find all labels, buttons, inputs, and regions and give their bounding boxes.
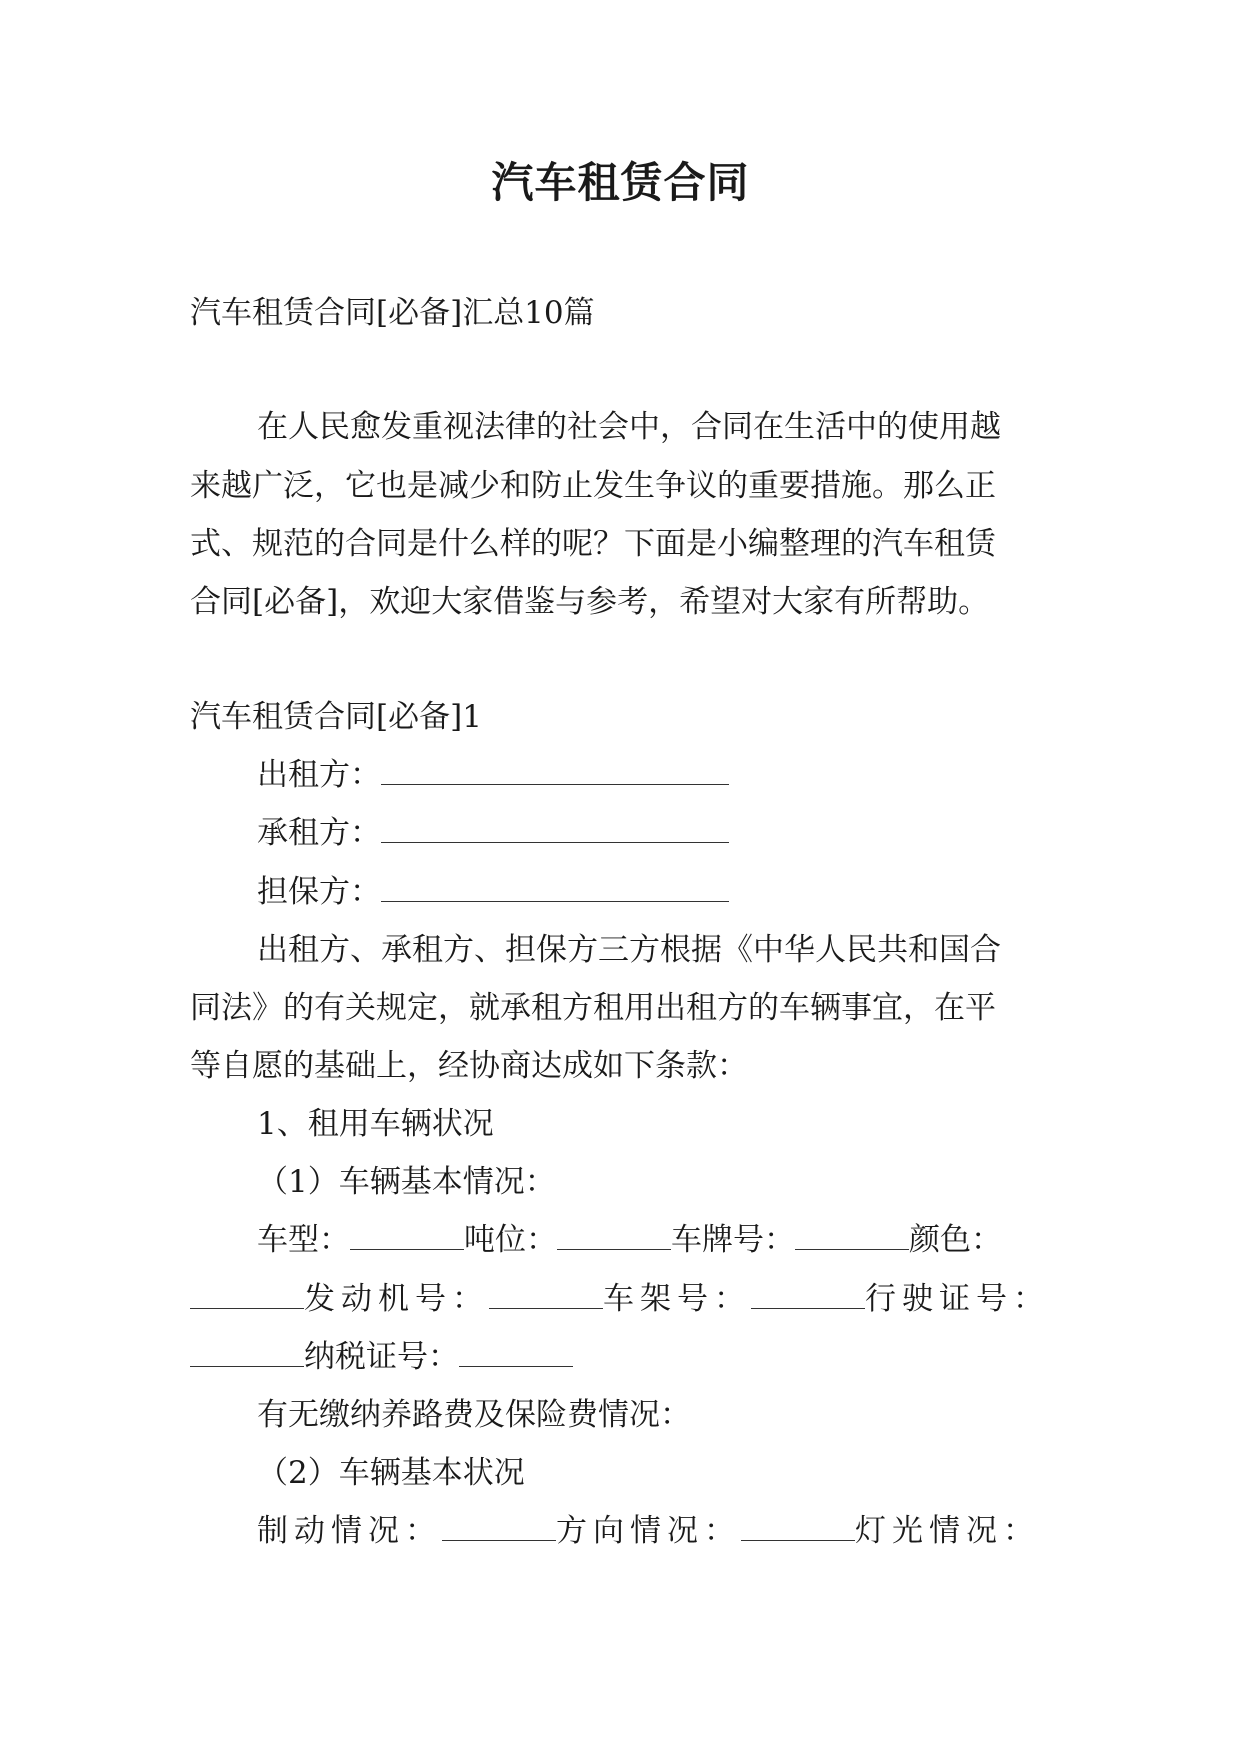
preamble-line-2: 同法》的有关规定，就承租方租用出租方的车辆事宜，在平 [190, 990, 996, 1026]
intro-line-3: 式、规范的合同是什么样的呢？下面是小编整理的汽车租赁 [190, 526, 996, 562]
guarantor-row [257, 872, 729, 912]
steering-label: 方向情况： [556, 1513, 741, 1549]
intro-line-1: 在人民愈发重视法律的社会中，合同在生活中的使用越 [257, 409, 1001, 445]
sub-2-heading: （2）车辆基本状况 [257, 1455, 525, 1491]
frame-blank [751, 1282, 865, 1309]
lessee-blank [381, 816, 729, 843]
vehicle-fields-row-3 [190, 1337, 573, 1377]
license-label: 行驶证号： [865, 1281, 1050, 1317]
engine-blank [489, 1282, 603, 1309]
guarantor-label: 担保方： [257, 874, 381, 910]
lessee-row [257, 813, 729, 853]
lessee-label: 承租方： [257, 815, 381, 851]
color-label: 颜色： [909, 1222, 1002, 1258]
brake-label: 制动情况： [257, 1513, 442, 1549]
preamble-line-1: 出租方、承租方、担保方三方根据《中华人民共和国合 [257, 932, 1001, 968]
model-label: 车型： [257, 1222, 350, 1258]
clause-1-heading: 1、租用车辆状况 [257, 1106, 494, 1142]
vehicle-fields-row-1 [257, 1220, 1002, 1260]
plate-label: 车牌号： [671, 1222, 795, 1258]
document-subtitle: 汽车租赁合同[必备]汇总10篇 [190, 295, 595, 331]
sub-1-heading: （1）车辆基本情况： [257, 1164, 556, 1200]
section-heading: 汽车租赁合同[必备]1 [190, 699, 482, 735]
intro-line-4: 合同[必备]，欢迎大家借鉴与参考，希望对大家有所帮助。 [190, 584, 990, 620]
vehicle-fields-row-2 [190, 1279, 1050, 1319]
tax-blank [459, 1340, 573, 1367]
color-blank [190, 1282, 304, 1309]
intro-line-2: 来越广泛，它也是减少和防止发生争议的重要措施。那么正 [190, 468, 996, 504]
document-title: 汽车租赁合同 [491, 158, 750, 207]
lights-label: 灯光情况： [855, 1513, 1040, 1549]
brake-blank [442, 1514, 556, 1541]
lessor-blank [381, 758, 729, 785]
tax-label: 纳税证号： [304, 1339, 459, 1375]
fees-line: 有无缴纳养路费及保险费情况： [257, 1397, 691, 1433]
plate-blank [795, 1223, 909, 1250]
license-blank [190, 1340, 304, 1367]
tonnage-blank [557, 1223, 671, 1250]
model-blank [350, 1223, 464, 1250]
tonnage-label: 吨位： [464, 1222, 557, 1258]
steering-blank [741, 1514, 855, 1541]
engine-label: 发动机号： [304, 1281, 489, 1317]
guarantor-blank [381, 875, 729, 902]
vehicle-status-row [257, 1511, 1040, 1551]
frame-label: 车架号： [603, 1281, 751, 1317]
lessor-row [257, 755, 729, 795]
lessor-label: 出租方： [257, 757, 381, 793]
preamble-line-3: 等自愿的基础上，经协商达成如下条款： [190, 1048, 748, 1084]
